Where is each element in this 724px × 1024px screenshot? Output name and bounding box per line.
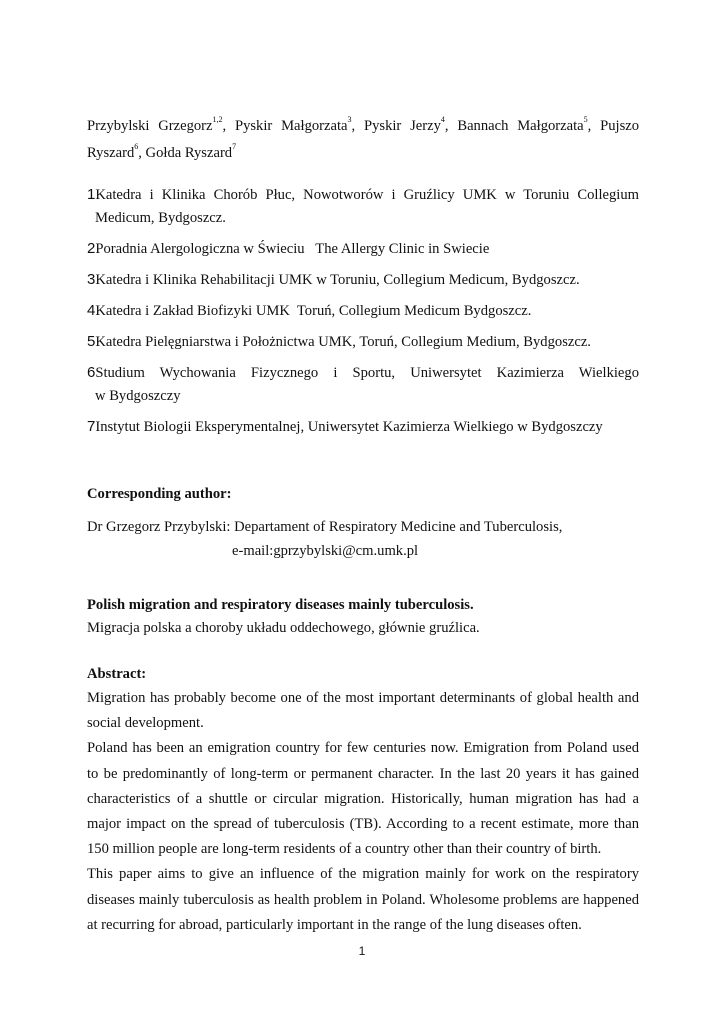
affiliation: 1Katedra i Klinika Chorób Płuc, Nowotworów i Gruźlicy UMK w Toruniu Collegium Medicum, Bydgoszcz. [87, 186, 639, 226]
page-number: 1 [358, 944, 366, 958]
author: Pyskir Małgorzata$^3$, [234, 115, 364, 134]
affiliation: 6Studium Wychowania Fizycznego i Sportu, Uniwersytet Kazimierza Wielkiego w Bydgoszczy [87, 364, 639, 404]
abstract-heading: Abstract: [87, 666, 147, 682]
title-polish: Migracja polska a choroby układu oddechowego, głównie gruźlica. [87, 620, 480, 636]
affiliation-list [87, 183, 639, 439]
affiliation: 7Instytut Biologii Eksperymentalnej, Uniwersytet Kazimierza Wielkiego w Bydgoszczy [87, 418, 603, 435]
affiliation: 5Katedra Pielęgniarstwa i Położnictwa UMK, Toruń, Collegium Medium, Bydgoszcz. [87, 333, 591, 350]
author-line-2: Ryszard$^6$, Gołda Ryszard$^7$ [87, 142, 237, 161]
abstract-paragraph: This paper aims to give an influence of the migration mainly for work on the respiratory diseases mainly tuberculosis as health problem in Poland. Wholesome problems are happened at recurring for abroad, particularly important in the range of the lung diseases often. [87, 866, 639, 933]
corresponding-email: e-mail:gprzybylski@cm.umk.pl [232, 543, 419, 559]
author: Pyskir Jerzy$^4$, [363, 115, 458, 134]
affiliation: 4Katedra i Zakład Biofizyki UMK Toruń, Collegium Medicum Bydgoszcz. [87, 302, 532, 319]
corresponding-author-line: Dr Grzegorz Przybylski: Departament of Respiratory Medicine and Tuberculosis, [87, 519, 563, 535]
author: Bannach Małgorzata$^5$, [457, 115, 601, 134]
author: Pujszo [600, 118, 640, 134]
abstract-paragraph: Migration has probably become one of the most important determinants of global health and social development. [87, 690, 639, 732]
affiliation: 3Katedra i Klinika Rehabilitacji UMK w Toruniu, Collegium Medicum, Bydgoszcz. [87, 271, 580, 288]
author-line-1 [87, 113, 639, 140]
author: Przybylski Grzegorz$^{1,2}$, [87, 115, 235, 134]
corresponding-heading: Corresponding author: [87, 486, 232, 502]
affiliation: 2Poradnia Alergologiczna w Świeciu The Allergy Clinic in Swiecie [87, 240, 490, 257]
abstract-paragraph: Poland has been an emigration country for few centuries now. Emigration from Poland used to be predominantly of long-term or permanent character. In the last 20 years it has gained characteristics of a shuttle or circular migration. Historically, human migration has had a major impact on the spread of tuberculosis (TB). According to a recent estimate, more than 150 million people are long-term residents of a country other than their country of birth. [87, 740, 639, 858]
paper-page [87, 113, 639, 938]
title-english: Polish migration and respiratory diseases mainly tuberculosis. [87, 597, 474, 613]
